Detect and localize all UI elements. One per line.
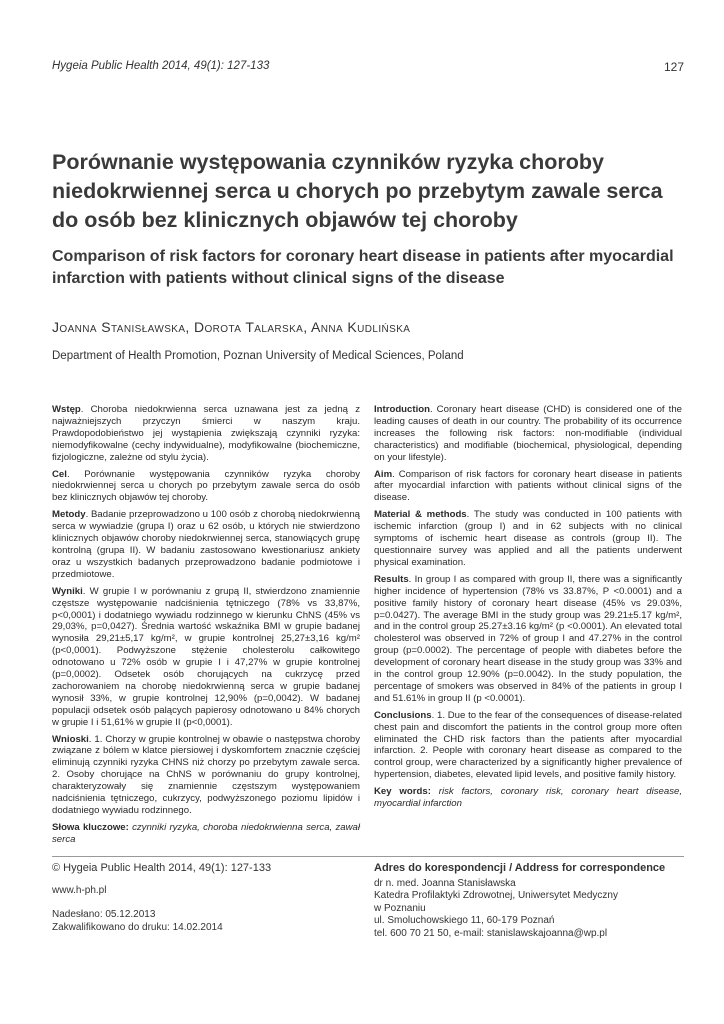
section-text: . The study was conducted in 100 patients with ischemic infarction (group I) and in 62 subjects with no clinical symptoms of ischemic heart disease as controls (group II). The questionnaire survey was applied and all the patients underwent physical examination. xyxy=(374,509,683,568)
abstract-paragraph-wnioski xyxy=(52,734,360,817)
title-english: Comparison of risk factors for coronary heart disease in patients after myocardial infarction with patients without clinical signs of the disease xyxy=(52,248,674,287)
section-label: Metody xyxy=(52,509,86,521)
abstract-paragraph-introduction xyxy=(374,404,682,464)
section-text: . 1. Due to the fear of the consequences of disease-related chest pain and discomfort the patients in the control group more often eliminated the CHD risk factors than the patients after myocardial infarction. 2. People with coronary heart disease as compared to the control group, were characterized by a significantly higher prevalence of hypertension, diabetes, elevated lipid levels, and positive family history. xyxy=(374,709,682,781)
section-label: Wnioski xyxy=(52,733,89,745)
abstract-paragraph-cel xyxy=(52,469,360,505)
authors: Joanna Stanisławska, Dorota Talarska, Anna Kudlińska xyxy=(52,319,411,335)
abstract-paragraph-metody xyxy=(52,509,360,580)
correspondence-city: w Poznaniu xyxy=(374,902,426,914)
abstract-paragraph-wstep xyxy=(52,404,360,464)
correspondence-street: ul. Smoluchowskiego 11, 60-179 Poznań xyxy=(374,915,555,926)
affiliation: Department of Health Promotion, Poznan University of Medical Sciences, Poland xyxy=(52,350,464,362)
footer-divider xyxy=(52,856,684,857)
keywords-label: Słowa kluczowe xyxy=(52,821,126,833)
keywords-polish: Słowa kluczowe: czynniki ryzyka, choroba niedokrwienna serca, zawał serca xyxy=(52,821,360,845)
correspondence-contact[interactable]: tel. 600 70 21 50, e-mail: stanislawskajoanna@wp.pl xyxy=(374,927,608,939)
correspondence-address xyxy=(374,862,684,940)
publication-info xyxy=(52,862,352,934)
correspondence-title: Adres do korespondencji / Address for correspondence xyxy=(374,862,666,874)
running-header xyxy=(52,60,684,78)
section-text: . Porównanie występowania czynników ryzyka choroby niedokrwiennej serca u chorych po przebytym zawale serca do osób bez klinicznych objawów tej choroby. xyxy=(52,468,360,504)
abstract-paragraph-aim xyxy=(374,469,682,505)
title-polish: Porównanie występowania czynników ryzyka choroby niedokrwiennej serca u chorych po przebytym zawale serca do osób bez klinicznych objawów tej choroby xyxy=(52,150,663,232)
section-label: Introduction xyxy=(374,404,430,415)
section-text: . Comparison of risk factors for coronary heart disease in patients after myocardial infarction with patients without clinical signs of the disease. xyxy=(374,468,682,504)
section-text: . Choroba niedokrwienna serca uznawana jest za jedną z najważniejszych przyczyn śmierci w naszym kraju. Prawdopodobieństwo jej wystąpienia zwiększają czynniki ryzyka: niemodyfikowalne (cechy indywidualne), modyfikowalne (biochemiczne, fizjologiczne, zależne od stylu życia). xyxy=(52,404,360,463)
section-label: Wstęp xyxy=(52,404,81,415)
section-text: . Coronary heart disease (CHD) is considered one of the leading causes of death in our country. The probability of its occurrence increases the following risk factors: non-modifiable (individual characteristics) and modifiable (biochemical, physiological, depending on your lifestyle). xyxy=(374,404,682,463)
keywords-text: risk factors, coronary risk, coronary heart disease, myocardial infarction xyxy=(374,786,682,810)
accepted-date: Zakwalifikowano do druku: 14.02.2014 xyxy=(52,921,223,933)
keywords-text: czynniki ryzyka, choroba niedokrwienna serca, zawał serca xyxy=(52,821,360,845)
keywords-english: Key words: risk factors, coronary risk, coronary heart disease, myocardial infarction xyxy=(374,786,682,810)
keywords-label: Key words xyxy=(374,786,428,798)
copyright: © Hygeia Public Health 2014, 49(1): 127-133 xyxy=(52,862,272,874)
abstract-paragraph-conclusions xyxy=(374,710,682,781)
section-label: Conclusions xyxy=(374,709,432,721)
section-label: Results xyxy=(374,573,409,585)
abstract-paragraph-results xyxy=(374,574,682,705)
abstract-polish xyxy=(52,404,360,851)
correspondence-name: dr n. med. Joanna Stanisławska xyxy=(374,877,516,889)
section-label: Cel xyxy=(52,468,67,480)
abstract-paragraph-wyniki xyxy=(52,586,360,729)
correspondence-department: Katedra Profilaktyki Zdrowotnej, Uniwersytet Medyczny xyxy=(374,890,618,901)
section-label: Wyniki xyxy=(52,585,83,597)
received-date: Nadesłano: 05.12.2013 xyxy=(52,909,156,920)
section-text: . In group I as compared with group II, there was a significantly higher incidence of hypertension (78% vs 33.87%, P <0.0001) and a positive family history of coronary heart disease (45% vs 29.03%, p=0.0427). The average BMI in the study group was 29.21±5.17 kg/m², and in the control group 25.27±3.16 kg/m² (p <0.0001). An elevated total cholesterol was observed in 72% of group I and 47.27% in the control group (p=0.0002). The percentage of people with diabetes before the development of coronary heart disease in the study group was 33% and in the control group 12.90% (p=0.0042). In the study population, the percentage of smokers was observed in 84% of the patients in group I and 51.61% in group II (p <0.0001). xyxy=(374,573,682,704)
abstract-paragraph-methods xyxy=(374,509,682,569)
section-text: . W grupie I w porównaniu z grupą II, stwierdzono znamiennie częstsze występowanie nadciśnienia tętniczego (78% vs 33,87%, p<0,0001) i dodatniego wywiadu rodzinnego w kierunku ChNS (45% vs 29,03%, p=0,0427). Średnia wartość wskaźnika BMI w grupie badanej wynosiła 29,21±5,17 kg/m², w grupie kontrolnej 25,27±3,16 kg/m² (p<0,0001). Podwyższone stężenie cholesterolu całkowitego odnotowano u 72% osób w grupie I i 47,27% w grupie kontrolnej (p=0,0002). Odsetek osób chorujących na cukrzycę przed zachorowaniem na chorobę niedokrwienną serca w grupie badanej wynosił 33%, w grupie kontrolnej 12,90% (p=0,0042). W badanej populacji odsetek osób palących papierosy odnotowano u 84% chorych w grupie I i 51,61% w grupie II (p<0,0001). xyxy=(52,585,360,728)
website-link[interactable]: www.h-ph.pl xyxy=(52,884,107,896)
section-label: Aim xyxy=(374,468,393,480)
page-number: 127 xyxy=(663,60,684,74)
abstract-english xyxy=(374,404,682,815)
section-text: . Badanie przeprowadzono u 100 osób z chorobą niedokrwienną serca w wywiadzie (grupa I) oraz u 62 osób, u których nie stwierdzono klinicznych objawów choroby niedokrwiennej serca, stanowiących grupę kontrolną (grupa II). W badaniu zastosowano kwestionariusz ankiety oraz u wszystkich badanych przeprowadzono badanie podmiotowe i przedmiotowe. xyxy=(52,509,360,580)
journal-citation: Hygeia Public Health 2014, 49(1): 127-133 xyxy=(52,60,270,72)
section-text: . 1. Chorzy w grupie kontrolnej w obawie o następstwa choroby związane z bólem w klatce piersiowej i dyskomfortem znacznie częściej eliminują czynniki ryzyka CHNS niż chorzy po przebytym zawale serca. 2. Osoby chorujące na ChNS w porównaniu do grupy kontrolnej, charakteryzowały się znamiennie częstszym występowaniem nadciśnienia tętniczego, cukrzycy, podwyższonego poziomu lipidów i dodatniego wywiadu rodzinnego. xyxy=(52,733,360,816)
section-label: Material & methods xyxy=(374,509,467,521)
